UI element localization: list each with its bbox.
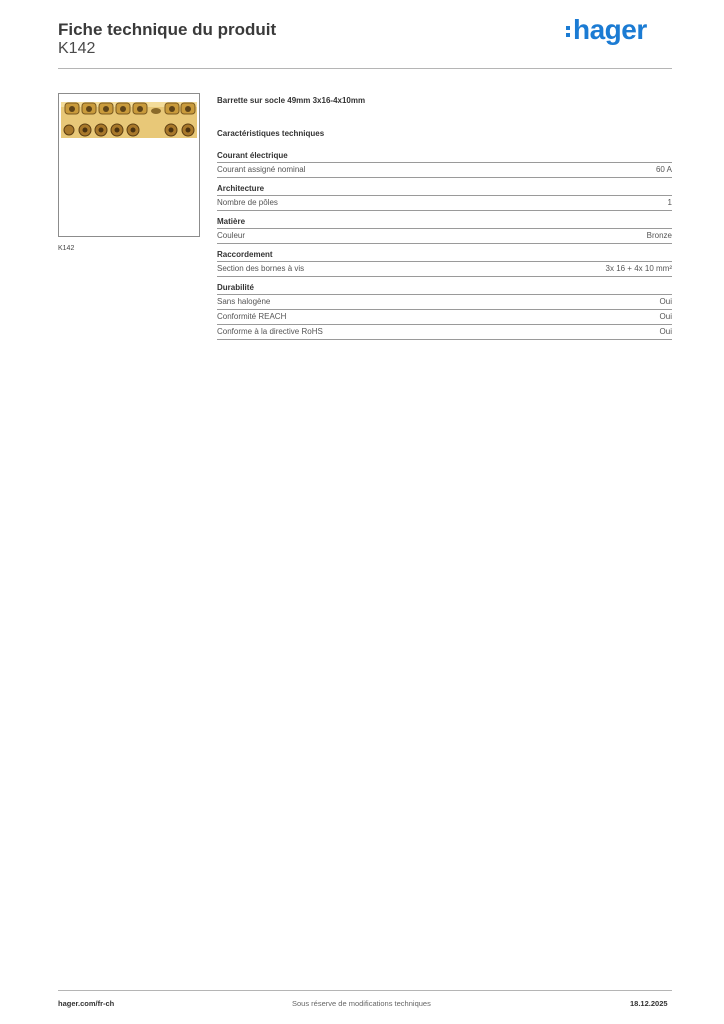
spec-content [217,96,672,346]
specs-heading: Caractéristiques techniques [217,129,325,138]
footer-website-link[interactable]: hager.com/fr-ch [58,999,115,1008]
spec-value: Oui [659,312,672,321]
spec-row [217,229,672,244]
spec-row [217,325,672,340]
spec-row [217,262,672,277]
spec-label: Courant assigné nominal [217,165,306,174]
product-name: Barrette sur socle 49mm 3x16-4x10mm [217,96,366,105]
footer-date: 18.12.2025 [630,999,668,1008]
spec-label: Conformité REACH [217,312,287,321]
busbar-illustration [59,94,199,236]
product-reference: K142 [58,40,96,57]
section-title: Courant électrique [217,151,672,163]
section-durabilite [217,283,672,340]
spec-value: Bronze [646,231,672,240]
spec-value: 3x 16 + 4x 10 mm² [605,264,672,273]
spec-row [217,295,672,310]
spec-label: Sans halogène [217,297,271,306]
section-title: Matière [217,217,672,229]
spec-row [217,310,672,325]
spec-row [217,163,672,178]
header-divider [58,68,672,69]
section-courant-electrique [217,151,672,178]
spec-label: Couleur [217,231,246,240]
logo-text: hager [573,14,647,45]
section-title: Raccordement [217,250,672,262]
spec-value: Oui [659,327,672,336]
spec-value: 60 A [655,165,672,174]
hager-logo [566,14,647,46]
section-raccordement [217,250,672,277]
spec-row [217,196,672,211]
spec-label: Conforme à la directive RoHS [217,327,323,336]
product-image [58,93,200,237]
page-title: Fiche technique du produit [58,20,277,39]
footer-divider [58,990,672,991]
section-title: Durabilité [217,283,672,295]
section-architecture [217,184,672,211]
section-title: Architecture [217,184,672,196]
section-matiere [217,217,672,244]
spec-value: 1 [667,198,672,207]
spec-label: Nombre de pôles [217,198,278,207]
logo-dots-icon [566,23,570,40]
spec-value: Oui [659,297,672,306]
footer-notice: Sous réserve de modifications techniques [292,999,431,1008]
image-caption: K142 [58,245,75,252]
spec-label: Section des bornes à vis [217,264,305,273]
